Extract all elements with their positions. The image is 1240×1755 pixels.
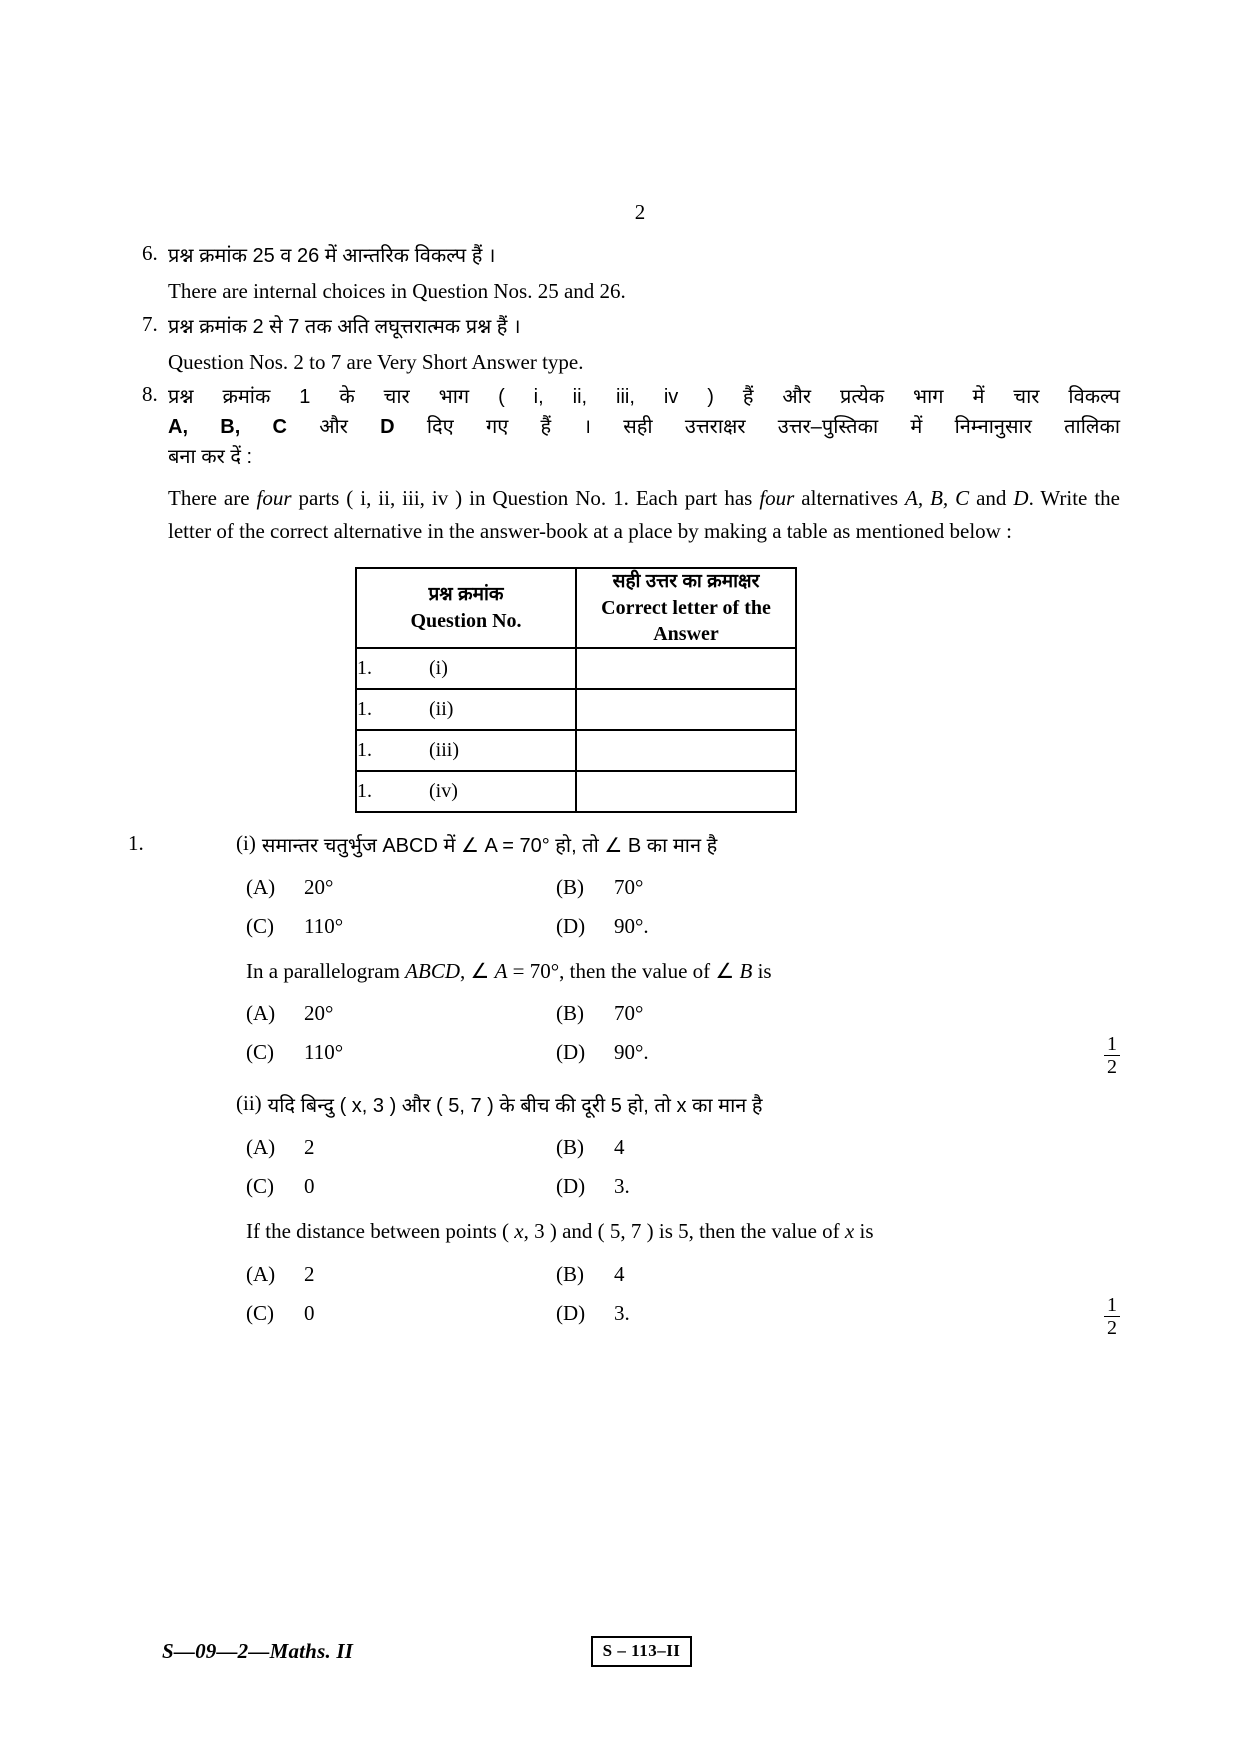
- option-a[interactable]: [246, 875, 556, 900]
- option-value: 70°: [614, 874, 644, 899]
- question-main-number: 1.: [128, 830, 144, 855]
- instruction-english-text: There are internal choices in Question Nos. 25 and 26.: [168, 279, 626, 303]
- question-1-part-i: [120, 830, 1120, 1079]
- question-english-text: In a parallelogram ABCD, ∠ A = 70°, then the value of ∠ B is: [246, 958, 772, 983]
- instruction-number: 6.: [142, 241, 158, 265]
- instruction-english-text: There are four parts ( i, ii, iii, iv ) in Question No. 1. Each part has four alternatives A, B, C and D. Write the letter of the correct alternative in the answer-book at a place by making a table as mentioned below :: [168, 486, 1120, 543]
- option-label: (B): [556, 1261, 584, 1286]
- option-d[interactable]: [556, 1040, 866, 1065]
- table-row: [356, 771, 796, 812]
- option-value: 20°: [304, 1001, 334, 1026]
- row-part-number: (iv): [429, 779, 458, 802]
- option-label: (C): [246, 1300, 274, 1325]
- option-value: 110°: [304, 913, 344, 938]
- instruction-hindi-line-2-rest: दिए गए हैं । सही उत्तराक्षर उत्तर–पुस्तिका में निम्नानुसार तालिका: [426, 416, 1120, 439]
- table-cell-question: [356, 689, 576, 730]
- option-value: 90°.: [614, 913, 649, 938]
- option-b[interactable]: [556, 1262, 866, 1287]
- option-label: (C): [246, 913, 274, 938]
- table-cell-question: [356, 648, 576, 689]
- question-part-label: (i): [236, 830, 256, 855]
- option-label: (B): [556, 1001, 584, 1026]
- instruction-item-8: [120, 382, 1120, 547]
- option-b[interactable]: [556, 1135, 866, 1160]
- table-cell-question: [356, 771, 576, 812]
- english-options-row-2: [120, 1033, 1120, 1079]
- option-a[interactable]: [246, 1262, 556, 1287]
- option-c[interactable]: [246, 1040, 556, 1065]
- row-question-number: 1.: [357, 779, 372, 802]
- option-value: 3.: [614, 1174, 630, 1199]
- hindi-options-row-2: [120, 914, 1120, 939]
- option-label: (A): [246, 874, 276, 899]
- hindi-options-row-1: [120, 875, 1120, 900]
- english-options-row-1: [120, 1262, 1120, 1287]
- option-label: (D): [556, 1040, 586, 1065]
- row-question-number: 1.: [357, 738, 372, 761]
- option-letters-abc: A, B, C: [168, 416, 287, 439]
- table-header-question-no: [356, 568, 576, 648]
- table-header-correct-letter: [576, 568, 796, 648]
- instruction-number: 8.: [142, 382, 158, 407]
- table-cell-answer[interactable]: [576, 648, 796, 689]
- option-d[interactable]: [556, 1174, 866, 1199]
- option-value: 2: [304, 1135, 315, 1160]
- option-value: 0: [304, 1174, 315, 1199]
- option-value: 4: [614, 1261, 625, 1286]
- table-header-row: [356, 568, 796, 648]
- instruction-hindi-line-1: प्रश्न क्रमांक 1 के चार भाग ( i, ii, iii, iv ) हैं और प्रत्येक भाग में चार विकल्प: [168, 386, 1120, 409]
- instruction-hindi-text: प्रश्न क्रमांक 25 व 26 में आन्तरिक विकल्प हैं ।: [168, 245, 496, 267]
- marks-denominator: 2: [1107, 1316, 1117, 1339]
- header-hindi: प्रश्न क्रमांक: [428, 584, 504, 606]
- option-value: 110°: [304, 1040, 344, 1065]
- option-value: 20°: [304, 874, 334, 899]
- table-row: [356, 648, 796, 689]
- option-b[interactable]: [556, 1001, 866, 1026]
- option-value: 70°: [614, 1001, 644, 1026]
- row-question-number: 1.: [357, 697, 372, 720]
- marks-numerator: 1: [1104, 1034, 1120, 1056]
- hindi-options-row-2: [120, 1174, 1120, 1199]
- marks-denominator: 2: [1107, 1056, 1117, 1079]
- option-label: (C): [246, 1174, 274, 1199]
- option-d[interactable]: [556, 914, 866, 939]
- question-part-label: (ii): [236, 1091, 262, 1116]
- question-heading-row: [120, 1091, 1120, 1121]
- question-english-text: If the distance between points ( x, 3 ) and ( 5, 7 ) is 5, then the value of x is: [246, 1219, 874, 1244]
- option-c[interactable]: [246, 1301, 556, 1326]
- answer-table: [355, 567, 797, 813]
- table-row: [356, 730, 796, 771]
- header-english: Question No.: [410, 609, 522, 632]
- option-label: (B): [556, 1135, 584, 1160]
- option-d[interactable]: [556, 1301, 866, 1326]
- table-cell-answer[interactable]: [576, 771, 796, 812]
- option-a[interactable]: [246, 1001, 556, 1026]
- marks-fraction: [1104, 1034, 1120, 1077]
- hindi-conjunction: और: [319, 416, 348, 439]
- page-number: 2: [634, 200, 646, 224]
- option-b[interactable]: [556, 875, 866, 900]
- option-label: (A): [246, 1261, 276, 1286]
- row-question-number: 1.: [357, 656, 372, 679]
- footer-paper-code: S – 113–II: [591, 1636, 693, 1667]
- question-1-part-ii: [120, 1091, 1120, 1339]
- instruction-hindi-text: प्रश्न क्रमांक 2 से 7 तक अति लघूत्तरात्मक प्रश्न हैं ।: [168, 315, 521, 338]
- option-label: (D): [556, 1300, 586, 1325]
- instruction-item-6: [120, 241, 1120, 308]
- option-c[interactable]: [246, 1174, 556, 1199]
- option-label: (D): [556, 1174, 586, 1199]
- option-value: 2: [304, 1261, 315, 1286]
- marks-numerator: 1: [1104, 1295, 1120, 1317]
- option-label: (C): [246, 1040, 274, 1065]
- instruction-hindi-line-3: बना कर दें :: [168, 446, 253, 469]
- option-label: (B): [556, 874, 584, 899]
- row-part-number: (iii): [429, 738, 459, 761]
- row-part-number: (i): [429, 656, 448, 679]
- english-options-row-1: [120, 1001, 1120, 1026]
- table-cell-question: [356, 730, 576, 771]
- question-hindi-text: समान्तर चतुर्भुज ABCD में ∠ A = 70° हो, तो ∠ B का मान है: [261, 834, 718, 857]
- option-value: 0: [304, 1300, 315, 1325]
- footer-code-wrapper: [353, 1636, 1120, 1667]
- option-value: 3.: [614, 1300, 630, 1325]
- option-c[interactable]: [246, 914, 556, 939]
- instruction-item-7: [120, 312, 1120, 379]
- option-value: 4: [614, 1135, 625, 1160]
- question-hindi-text: यदि बिन्दु ( x, 3 ) और ( 5, 7 ) के बीच की दूरी 5 हो, तो x का मान है: [267, 1095, 763, 1118]
- header-english: Correct letter of the Answer: [601, 596, 771, 645]
- answer-table-wrapper: [355, 567, 1120, 813]
- table-row: [356, 689, 796, 730]
- option-value: 90°.: [614, 1040, 649, 1065]
- footer-paper-label: S—09—2—Maths. II: [162, 1639, 354, 1663]
- instruction-hindi-line-2: [168, 412, 1120, 442]
- instruction-english-text: Question Nos. 2 to 7 are Very Short Answer type.: [168, 349, 584, 374]
- option-label: (A): [246, 1001, 276, 1026]
- option-a[interactable]: [246, 1135, 556, 1160]
- page-footer: [120, 1636, 1120, 1667]
- table-cell-answer[interactable]: [576, 689, 796, 730]
- english-options-row-2: [120, 1293, 1120, 1339]
- marks-fraction: [1104, 1295, 1120, 1338]
- row-part-number: (ii): [429, 697, 454, 720]
- hindi-options-row-1: [120, 1135, 1120, 1160]
- header-hindi: सही उत्तर का क्रमाक्षर: [612, 571, 760, 593]
- question-heading-row: [120, 831, 1120, 861]
- option-letter-d: D: [380, 416, 395, 439]
- option-label: (A): [246, 1135, 276, 1160]
- table-cell-answer[interactable]: [576, 730, 796, 771]
- instruction-number: 7.: [142, 311, 158, 336]
- option-label: (D): [556, 913, 586, 938]
